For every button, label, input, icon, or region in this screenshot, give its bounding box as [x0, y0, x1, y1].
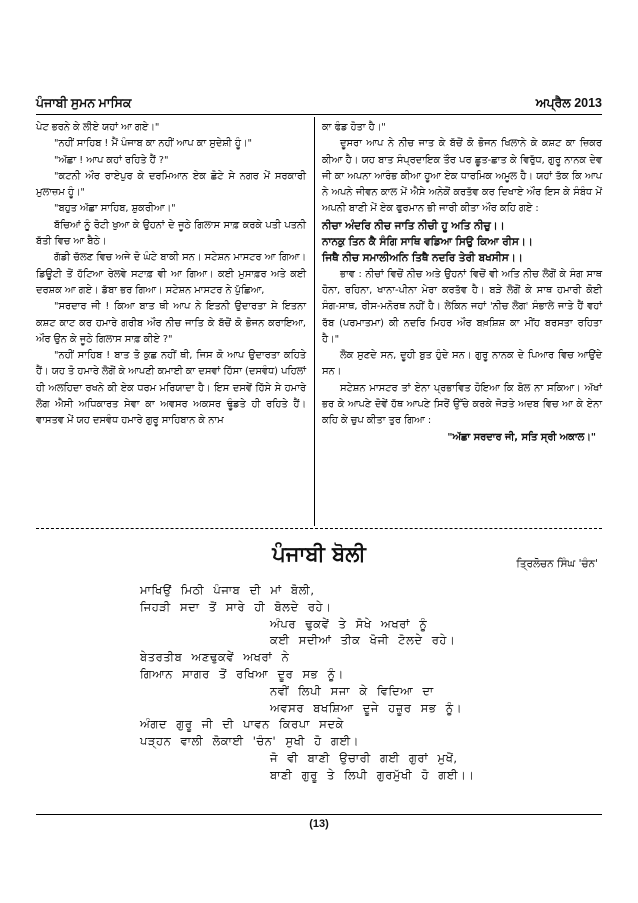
paragraph: "ਕਟਨੀ ਔਰ ਰਾਏਪੁਰ ਕੇ ਦਰਮਿਆਨ ਏਕ ਛੋਟੇ ਸੇ ਨਗਰ ਮੇਂ ਸਰਕਾਰੀ ਮੁਲਾਜ਼ਮ ਹੂੰ।"	[36, 170, 306, 199]
poem-body	[140, 582, 475, 784]
verse-line: ਨੀਚਾ ਅੰਦਰਿ ਨੀਚ ਜਾਤਿ ਨੀਚੀ ਹੂ ਅਤਿ ਨੀਚੁ।।	[322, 219, 505, 232]
poem-line: ਕਈ ਸਦੀਆਂ ਤੀਕ ਖੋਜੀ ਟੋਲਦੇ ਰਹੇ।	[270, 633, 456, 648]
page-header	[36, 96, 602, 116]
header-rule	[36, 114, 602, 115]
verse-line: ਜਿਥੈ ਨੀਚ ਸਮਾਲੀਅਨਿ ਤਿਥੈ ਨਦਰਿ ਤੇਰੀ ਬਖਸੀਸ।।	[322, 252, 523, 265]
poem-line: ਜੋ ਵੀ ਬਾਣੀ ਉਚਾਰੀ ਗਈ ਗੁਰਾਂ ਮੁਖੋਂ,	[270, 750, 458, 765]
paragraph: "ਅੱਛਾ ! ਆਪ ਕਹਾਂ ਰਹਿਤੇ ਹੈਂ ?"	[54, 154, 169, 166]
article-right-column	[322, 120, 602, 446]
paragraph: ਦੂਸਰਾ ਆਪ ਨੇ ਨੀਚ ਜਾਤ ਕੇ ਬੱਚੋਂ ਕੋ ਭੋਜਨ ਖਿਲਾਨੇ ਕੇ ਕਸ਼ਟ ਕਾ ਜ਼ਿਕਰ ਕੀਆ ਹੈ। ਯਹ ਬਾਤ ਸੰਪ੍ਰਦਾਇਕ ਤੌਰ ਪਰ ਛੂਤ-ਛਾਤ ਕੇ ਵਿਰੁੱਧ, ਗੁਰੂ ਨਾਨਕ ਦੇਵ ਜੀ ਕਾ ਅਪਨਾ ਆਰੰਭ ਕੀਆ ਹੂਆ ਏਕ ਧਾਰਮਿਕ ਅਮੂਲ ਹੈ। ਯਹਾਂ ਤੱਕ ਕਿ ਆਪ ਨੇ ਅਪਨੇ ਜੀਵਨ ਕਾਲ ਮੇਂ ਐਸੇ ਅਨੇਕੋਂ ਕਰਤੱਵ ਕਰ ਦਿਖਾਏ ਔਰ ਇਸ ਕੇ ਸੰਬੰਧ ਮੇਂ ਅਪਨੀ ਬਾਣੀ ਮੇਂ ਏਕ ਫੁਰਮਾਨ ਭੀ ਜਾਰੀ ਕੀਤਾ ਔਰ ਕਹਿ ਗਏ :	[322, 138, 602, 215]
issue-date: ਅਪ੍ਰੈਲ 2013	[535, 96, 602, 110]
paragraph: ਭਾਵ : ਨੀਚਾਂ ਵਿਚੋਂ ਨੀਚ ਅਤੇ ਉਹਨਾਂ ਵਿਚੋਂ ਵੀ ਅਤਿ ਨੀਚ ਲੋਗੋਂ ਕੇ ਸੰਗ ਸਾਥ ਹੋਨਾ, ਰਹਿਨਾ, ਖਾਨਾ-ਪੀਨਾ ਮੇਰਾ ਕਰਤੱਵ ਹੈ। ਬੜੇ ਲੋਗੋਂ ਕੇ ਸਾਥ ਹਮਾਰੀ ਕੋਈ ਸੰਗ-ਸਾਥ, ਰੀਸ-ਮਨੋਰਥ ਨਹੀਂ ਹੈ। ਲੇਕਿਨ ਜਹਾਂ 'ਨੀਚ ਲੋਗ' ਸੰਭਾਲੇ ਜਾਤੇ ਹੈਂ ਵਹਾਂ ਰੱਬ (ਪਰਮਾਤਮਾ) ਕੀ ਨਦਰਿ ਮਿਹਰ ਔਰ ਬਖ਼ਸ਼ਿਸ਼ ਕਾ ਮੀਂਹ ਬਰਸਤਾ ਰਹਿਤਾ ਹੈ।"	[322, 268, 602, 345]
poem-line: ਅਵਸਰ ਬਖਸ਼ਿਆ ਦੂਜੇ ਹਜ਼ੂਰ ਸਭ ਨੂੰ।	[270, 700, 462, 715]
poem-line: ਪੜ੍ਹਨ ਵਾਲੀ ਲੋਕਾਈ 'ਚੰਨ' ਸੁਖੀ ਹੋ ਗਈ।	[140, 734, 359, 749]
poem-line: ਅੰਪਰ ਢੁਕਵੇਂ ਤੇ ਸੋਖੇ ਅਖਰਾਂ ਨੂੰ	[270, 616, 428, 631]
paragraph: "ਅੱਛਾ ਸਰਦਾਰ ਜੀ, ਸਤਿ ਸ੍ਰੀ ਅਕਾਲ।"	[447, 431, 596, 443]
poem-line: ਬੇਤਰਤੀਬ ਅਣਢੁਕਵੇਂ ਅਖਰਾਂ ਨੇ	[140, 650, 290, 665]
paragraph: "ਸਰਦਾਰ ਜੀ ! ਕਿਆ ਬਾਤ ਥੀ ਆਪ ਨੇ ਇਤਨੀ ਉਦਾਰਤਾ ਸੇ ਇਤਨਾ ਕਸ਼ਟ ਕਾਟ ਕਰ ਹਮਾਰੇ ਗਰੀਬ ਔਰ ਨੀਚ ਜਾਤਿ ਕੇ ਬੱਚੋਂ ਕੋ ਭੋਜਨ ਕਰਾਇਆ, ਔਰ ਉਨ ਕੇ ਜੂਠੇ ਗਿਲਾਸ ਸਾਫ਼ ਕੀਏ ?"	[36, 301, 306, 345]
paragraph: ਕਾ ਫੰਡ ਹੋਤਾ ਹੈ।"	[322, 122, 386, 133]
paragraph: "ਨਹੀਂ ਸਾਹਿਬ ! ਬਾਤ ਤੋ ਕੁਛ ਨਹੀਂ ਥੀ, ਜਿਸ ਕੋ ਆਪ ਉਦਾਰਤਾ ਕਹਿਤੇ ਹੈਂ। ਯਹ ਤੋ ਹਮਾਰੇ ਲੋਗੋਂ ਕੇ ਆਪਣੀ ਕਮਾਈ ਕਾ ਦਸਵਾਂ ਹਿੱਸਾ (ਦਸਵੰਧ) ਪਹਿਲਾਂ ਹੀ ਅਲਹਿਦਾ ਰਖਨੇ ਕੀ ਏਕ ਧਰਮ ਮਰਿਯਾਦਾ ਹੈ। ਇਸ ਦਸਵੇਂ ਹਿੱਸੇ ਸੇ ਹਮਾਰੇ ਲੋਗ ਐਸੀ ਅਧਿਕਾਰਤ ਸੇਵਾ ਕਾ ਅਵਸਰ ਅਕਸਰ ਢੂੰਡਤੇ ਹੀ ਰਹਿਤੇ ਹੈਂ। ਵਾਸਤਵ ਮੇਂ ਯਹ ਦਸਵੰਧ ਹਮਾਰੇ ਗੁਰੂ ਸਾਹਿਬਾਨ ਕੇ ਨਾਮ	[36, 350, 306, 427]
poem-line: ਅੰਗਦ ਗੁਰੂ ਜੀ ਦੀ ਪਾਵਨ ਕਿਰਪਾ ਸਦਕੇ	[140, 717, 344, 732]
paragraph: "ਬਹੁਤ ਅੱਛਾ ਸਾਹਿਬ, ਸ਼ੁਕਰੀਆ।"	[54, 203, 176, 215]
poem-title: ਪੰਜਾਬੀ ਬੋਲੀ	[272, 542, 366, 566]
paragraph: "ਨਹੀਂ ਸਾਹਿਬ ! ਮੈਂ ਪੰਜਾਬ ਕਾ ਨਹੀਂ ਆਪ ਕਾ ਸੁਦੇਸ਼ੀ ਹੂੰ।"	[54, 138, 252, 150]
paragraph: ਲੋਕ ਸੁਣਦੇ ਸਨ, ਦੂਹੀ ਬੁਤ ਹੁੰਦੇ ਸਨ। ਗੁਰੂ ਨਾਨਕ ਦੇ ਪਿਆਰ ਵਿਚ ਆਉਂਦੇ ਸਨ।	[322, 350, 602, 378]
poem-author: ਤ੍ਰਿਲੋਚਨ ਸਿੰਘ 'ਚੰਨ'	[516, 558, 598, 570]
paragraph: ਗੱਡੀ ਚੱਲਣ ਵਿਚ ਅਜੇ ਦੋ ਘੰਟੇ ਬਾਕੀ ਸਨ। ਸਟੇਸ਼ਨ ਮਾਸਟਰ ਆ ਗਿਆ। ਡਿਊਟੀ ਤੋਂ ਹੱਟਿਆ ਰੇਲਵੇ ਸਟਾਫ਼ ਵੀ ਆ ਗਿਆ। ਕਈ ਮੁਸਾਫ਼ਰ ਅਤੇ ਕਈ ਦਰਸ਼ਕ ਆ ਗਏ। ਡੱਬਾ ਭਰ ਗਿਆ। ਸਟੇਸ਼ਨ ਮਾਸਟਰ ਨੇ ਪੁੱਛਿਆ,	[36, 252, 306, 296]
verse-line: ਨਾਨਕੁ ਤਿਨ ਕੈ ਸੰਗਿ ਸਾਥਿ ਵਡਿਆ ਸਿਉ ਕਿਆ ਰੀਸ।।	[322, 236, 533, 249]
paragraph: ਪੇਟ ਭਰਨੇ ਕੇ ਲੀਏ ਯਹਾਂ ਆ ਗਏ।"	[36, 122, 160, 133]
poem-line: ਮਾਖਿਉਂ ਮਿਠੀ ਪੰਜਾਬ ਦੀ ਮਾਂ ਬੋਲੀ,	[140, 583, 315, 597]
article-left-column	[36, 120, 306, 430]
paragraph: ਬੱਚਿਆਂ ਨੂੰ ਰੋਟੀ ਖੁਆ ਕੇ ਉਹਨਾਂ ਦੇ ਜੂਠੇ ਗਿਲਾਸ ਸਾਫ਼ ਕਰਕੇ ਪਤੀ ਪਤਨੀ ਬੱਤੀ ਵਿਚ ਆ ਬੈਠੇ।	[36, 219, 306, 248]
poem-line: ਗਿਆਨ ਸਾਗਰ ਤੋਂ ਰਖਿਆ ਦੂਰ ਸਭ ਨੂੰ।	[140, 666, 344, 681]
footer-rule	[36, 814, 602, 815]
poem-line: ਜਿਹੜੀ ਸਦਾ ਤੋਂ ਸਾਰੇ ਹੀ ਬੋਲਦੇ ਰਹੇ।	[140, 599, 332, 614]
column-divider	[314, 117, 315, 526]
poem-line: ਬਾਣੀ ਗੁਰੂ ਤੇ ਲਿਪੀ ਗੁਰਮੁੱਖੀ ਹੋ ਗਈ।।	[270, 767, 475, 782]
magazine-title: ਪੰਜਾਬੀ ਸੁਮਨ ਮਾਸਿਕ	[36, 96, 132, 110]
poem-line: ਨਵੀਂ ਲਿਪੀ ਸਜਾ ਕੇ ਵਿਦਿਆ ਦਾ	[270, 683, 434, 698]
paragraph: ਸਟੇਸ਼ਨ ਮਾਸਟਰ ਤਾਂ ਏਨਾ ਪ੍ਰਭਾਵਿਤ ਹੋਇਆ ਕਿ ਬੋਲ ਨਾ ਸਕਿਆ। ਅੱਖਾਂ ਭਰ ਕੇ ਆਪਣੇ ਦੋਵੇਂ ਹੱਥ ਆਪਣੇ ਸਿਰੋਂ ਉੱਚੇ ਕਰਕੇ ਜੋੜਤੇ ਅਦਬ ਵਿਚ ਆ ਕੇ ਏਨਾ ਕਹਿ ਕੇ ਚੁਪ ਕੀਤਾ ਤੁਰ ਗਿਆ :	[322, 382, 602, 427]
section-divider	[36, 528, 602, 529]
page-number: (13)	[309, 818, 329, 830]
